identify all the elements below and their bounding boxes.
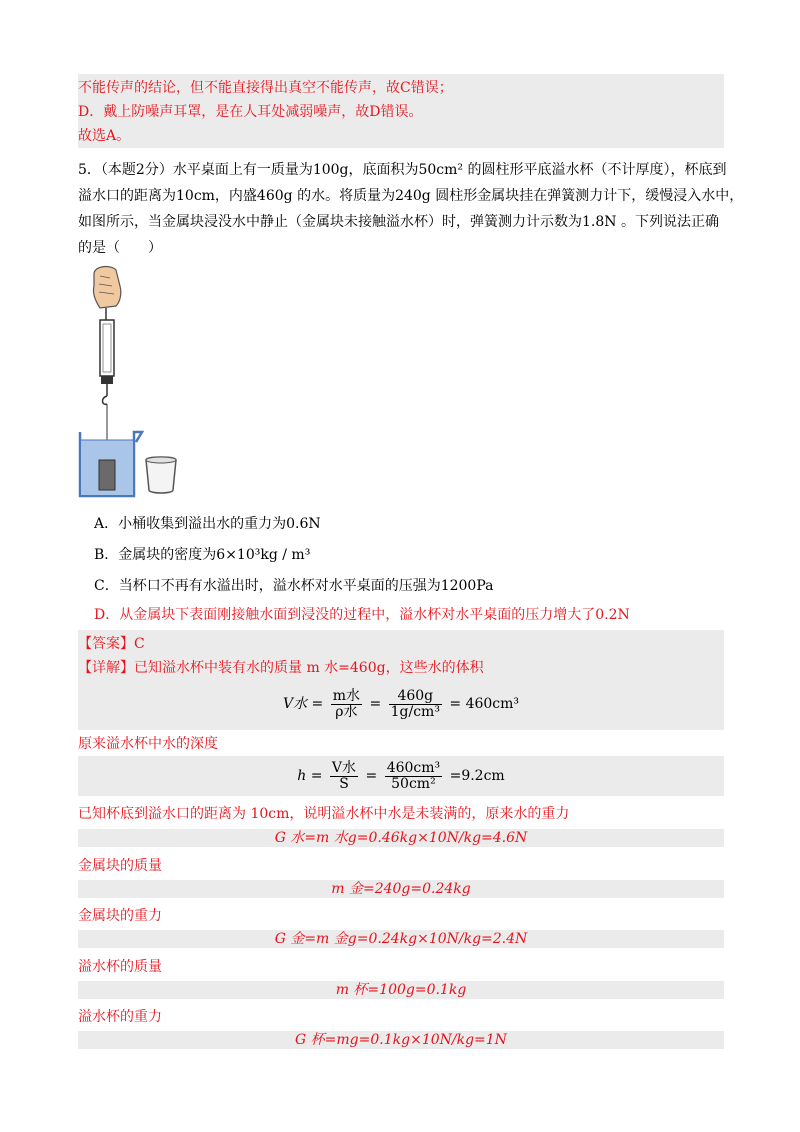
question-line4: 的是（ ） <box>78 240 162 256</box>
answer: 【答案】C <box>78 636 145 652</box>
equation-metal-gravity <box>78 927 724 951</box>
prev-explanation-line3: 故选A。 <box>78 128 131 144</box>
eq2-rhs: =9.2cm <box>449 768 505 784</box>
hand-icon <box>93 267 120 308</box>
depth-label: 原来溢水杯中水的深度 <box>78 736 218 752</box>
option-c: C．当杯口不再有水溢出时，溢水杯对水平桌面的压强为1200Pa <box>94 578 494 594</box>
label-metal-mass: 金属块的质量 <box>78 858 162 874</box>
eq1-eq: = <box>369 696 382 712</box>
eq4-text: m 金=240g=0.24kg <box>331 881 471 897</box>
eq2-den1: S <box>339 775 349 792</box>
metal-block <box>99 460 115 490</box>
equation-volume <box>78 682 724 726</box>
eq1-num1: m水 <box>332 687 360 704</box>
prev-explanation-line1: 不能传声的结论，但不能直接得出真空不能传声，故C错误； <box>78 80 453 96</box>
eq7-text: G 杯=mg=0.1kg×10N/kg=1N <box>295 1032 507 1048</box>
question-line1: 5．（本题2分）水平桌面上有一质量为100g，底面积为50cm² 的圆柱形平底溢水杯（不计厚度），杯底到 <box>78 162 727 178</box>
overflow-cup-figure <box>76 264 188 500</box>
prev-explanation-line2: D．戴上防噪声耳罩，是在人耳处减弱噪声，故D错误。 <box>78 104 423 120</box>
eq5-text: G 金=m 金g=0.24kg×10N/kg=2.4N <box>274 931 528 947</box>
eq2-lhs: h = <box>297 768 323 784</box>
eq3-text: G 水=m 水g=0.46kg×10N/kg=4.6N <box>274 830 528 846</box>
eq1-rhs: = 460cm³ <box>449 696 520 712</box>
text-water-gravity: 已知杯底到溢水口的距离为 10cm，说明溢水杯中水是未装满的，原来水的重力 <box>78 806 570 822</box>
equation-depth <box>78 756 724 796</box>
eq2-den2: 50cm² <box>391 775 436 792</box>
label-cup-gravity: 溢水杯的重力 <box>78 1009 162 1025</box>
label-cup-mass: 溢水杯的质量 <box>78 959 162 975</box>
question-line2: 溢水口的距离为10cm，内盛460g 的水。将质量为240g 圆柱形金属块挂在弹簧测力计下，缓慢浸入水中， <box>78 188 744 204</box>
option-a: A．小桶收集到溢出水的重力为0.6N <box>94 516 321 532</box>
spring-scale <box>100 320 114 376</box>
eq1-num2: 460g <box>389 689 442 705</box>
equation-cup-mass <box>78 978 724 1002</box>
eq2-num1: V水 <box>331 759 357 776</box>
eq1-den1: ρ水 <box>335 703 358 720</box>
eq2-num2: 460cm³ <box>386 759 441 776</box>
question-line3: 如图所示，当金属块浸没水中静止（金属块未接触溢水杯）时，弹簧测力计示数为1.8N 。下列说法正确 <box>78 214 719 230</box>
eq2-eq: = <box>365 768 378 784</box>
eq6-text: m 杯=100g=0.1kg <box>335 982 467 998</box>
detail-intro: 【详解】已知溢水杯中装有水的质量 m 水=460g，这些水的体积 <box>78 660 484 676</box>
option-d: D．从金属块下表面刚接触水面到浸没的过程中，溢水杯对水平桌面的压力增大了0.2N <box>94 607 630 623</box>
equation-metal-mass <box>78 877 724 901</box>
label-metal-gravity: 金属块的重力 <box>78 908 162 924</box>
equation-cup-gravity <box>78 1028 724 1052</box>
equation-water-gravity <box>78 826 724 850</box>
option-b: B．金属块的密度为6×10³kg / m³ <box>94 547 311 563</box>
eq1-lhs: V水 = <box>282 696 324 712</box>
eq1-den2: 1g/cm³ <box>390 703 440 720</box>
